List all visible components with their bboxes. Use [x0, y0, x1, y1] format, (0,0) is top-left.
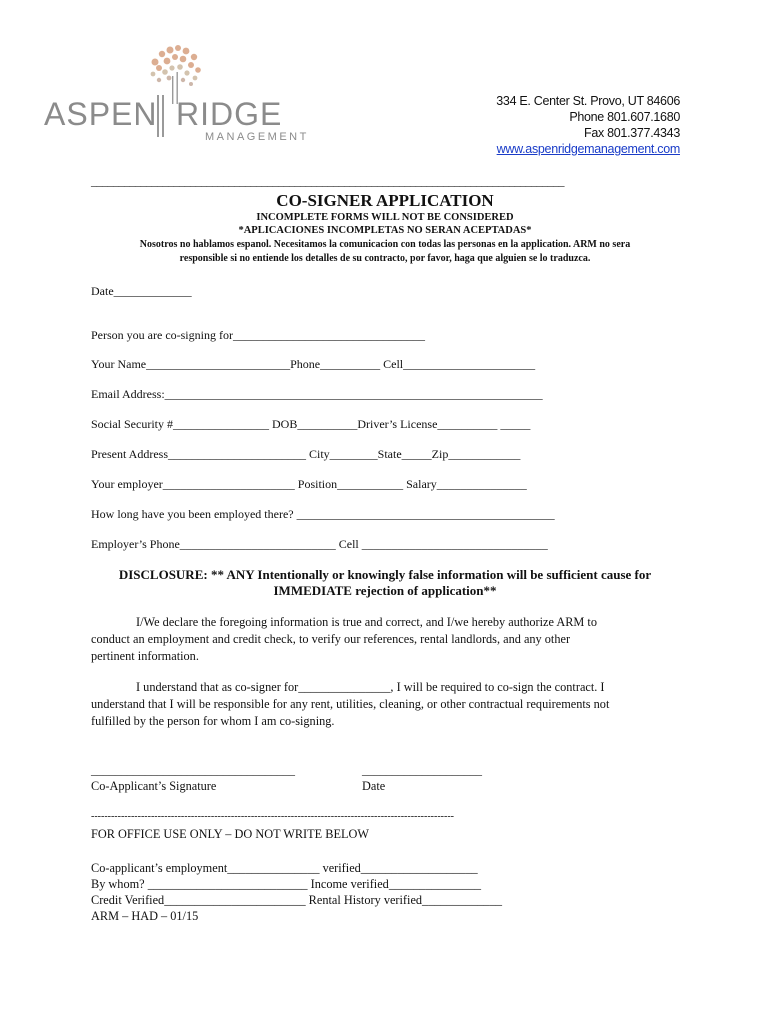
office-income-verified[interactable]: By whom? __________________________ Income verified_______________: [91, 877, 482, 891]
header-rule: ______________________________________________________________________________________: [91, 174, 564, 188]
logo-divider: [162, 95, 164, 137]
logo-aspen: ASPEN: [44, 96, 158, 132]
tree-icon: [145, 42, 207, 104]
cosigner-clause-line1: I understand that as co-signer for_______________, I will be required to co-sign the contract. I: [136, 680, 605, 694]
signature-date-line[interactable]: ____________________: [362, 763, 482, 777]
employer-phone-fields[interactable]: Employer’s Phone__________________________ Cell _______________________________: [91, 537, 548, 551]
cosigner-clause-line2: understand that I will be responsible for any rent, utilities, cleaning, or other contractual requirements not: [91, 697, 610, 711]
logo-management: MANAGEMENT: [205, 131, 309, 143]
spanish-disclaimer-line1: Nosotros no hablamos espanol. Necesitamos la comunicacion con todas las personas en la application. ARM no sera: [139, 239, 631, 250]
office-employment-verified[interactable]: Co-applicant’s employment_______________ verified___________________: [91, 861, 478, 875]
cosigner-clause-line3: fulfilled by the person for whom I am co-signing.: [91, 714, 335, 728]
date-field[interactable]: Date_____________: [91, 284, 192, 298]
declaration-line3: pertinent information.: [91, 649, 199, 663]
signature-date-label: Date: [362, 779, 386, 793]
employer-fields[interactable]: Your employer______________________ Position___________ Salary_______________: [91, 477, 527, 491]
incomplete-notice-spanish: *APLICACIONES INCOMPLETAS NO SERAN ACEPTADAS*: [238, 225, 532, 236]
declaration-line2: conduct an employment and credit check, to verify our references, rental landlords, and any other: [91, 632, 571, 646]
company-phone: Phone 801.607.1680: [569, 110, 680, 124]
employment-length-field[interactable]: How long have you been employed there? ___________________________________________: [91, 507, 555, 521]
address-fields[interactable]: Present Address_______________________ City________State_____Zip____________: [91, 447, 521, 461]
form-code: ARM – HAD – 01/15: [91, 909, 199, 923]
company-address: 334 E. Center St. Provo, UT 84606: [496, 94, 680, 108]
page-title: CO-SIGNER APPLICATION: [276, 191, 494, 210]
declaration-line1: I/We declare the foregoing information is true and correct, and I/we hereby authorize ARM to: [136, 615, 597, 629]
office-use-heading: FOR OFFICE USE ONLY – DO NOT WRITE BELOW: [91, 827, 369, 841]
office-credit-rental-verified[interactable]: Credit Verified_______________________ Rental History verified_____________: [91, 893, 502, 907]
office-separator: -------------------------------------------------------------------------------------------------------------: [91, 811, 454, 822]
signature-label: Co-Applicant’s Signature: [91, 779, 217, 793]
company-website-link[interactable]: www.aspenridgemanagement.com: [496, 142, 680, 156]
spanish-disclaimer-line2: responsible si no entiende los detalles de su contracto, por favor, haga que alguien se lo traduzca.: [179, 253, 591, 264]
disclosure-line2: IMMEDIATE rejection of application**: [273, 583, 497, 598]
signature-line[interactable]: __________________________________: [91, 763, 295, 777]
logo-divider: [157, 95, 159, 137]
company-fax: Fax 801.377.4343: [584, 126, 680, 140]
email-field[interactable]: Email Address:_______________________________________________________________: [91, 387, 543, 401]
logo-ridge: RIDGE: [176, 96, 283, 132]
ssn-dob-license-fields[interactable]: Social Security #________________ DOB__________Driver’s License__________ _____: [91, 417, 531, 431]
name-phone-cell-fields[interactable]: Your Name________________________Phone__________ Cell______________________: [91, 357, 536, 371]
incomplete-notice: INCOMPLETE FORMS WILL NOT BE CONSIDERED: [256, 212, 514, 223]
cosigning-for-field[interactable]: Person you are co-signing for________________________________: [91, 328, 425, 342]
disclosure-line1: DISCLOSURE: ** ANY Intentionally or knowingly false information will be sufficient cause for: [118, 567, 652, 582]
